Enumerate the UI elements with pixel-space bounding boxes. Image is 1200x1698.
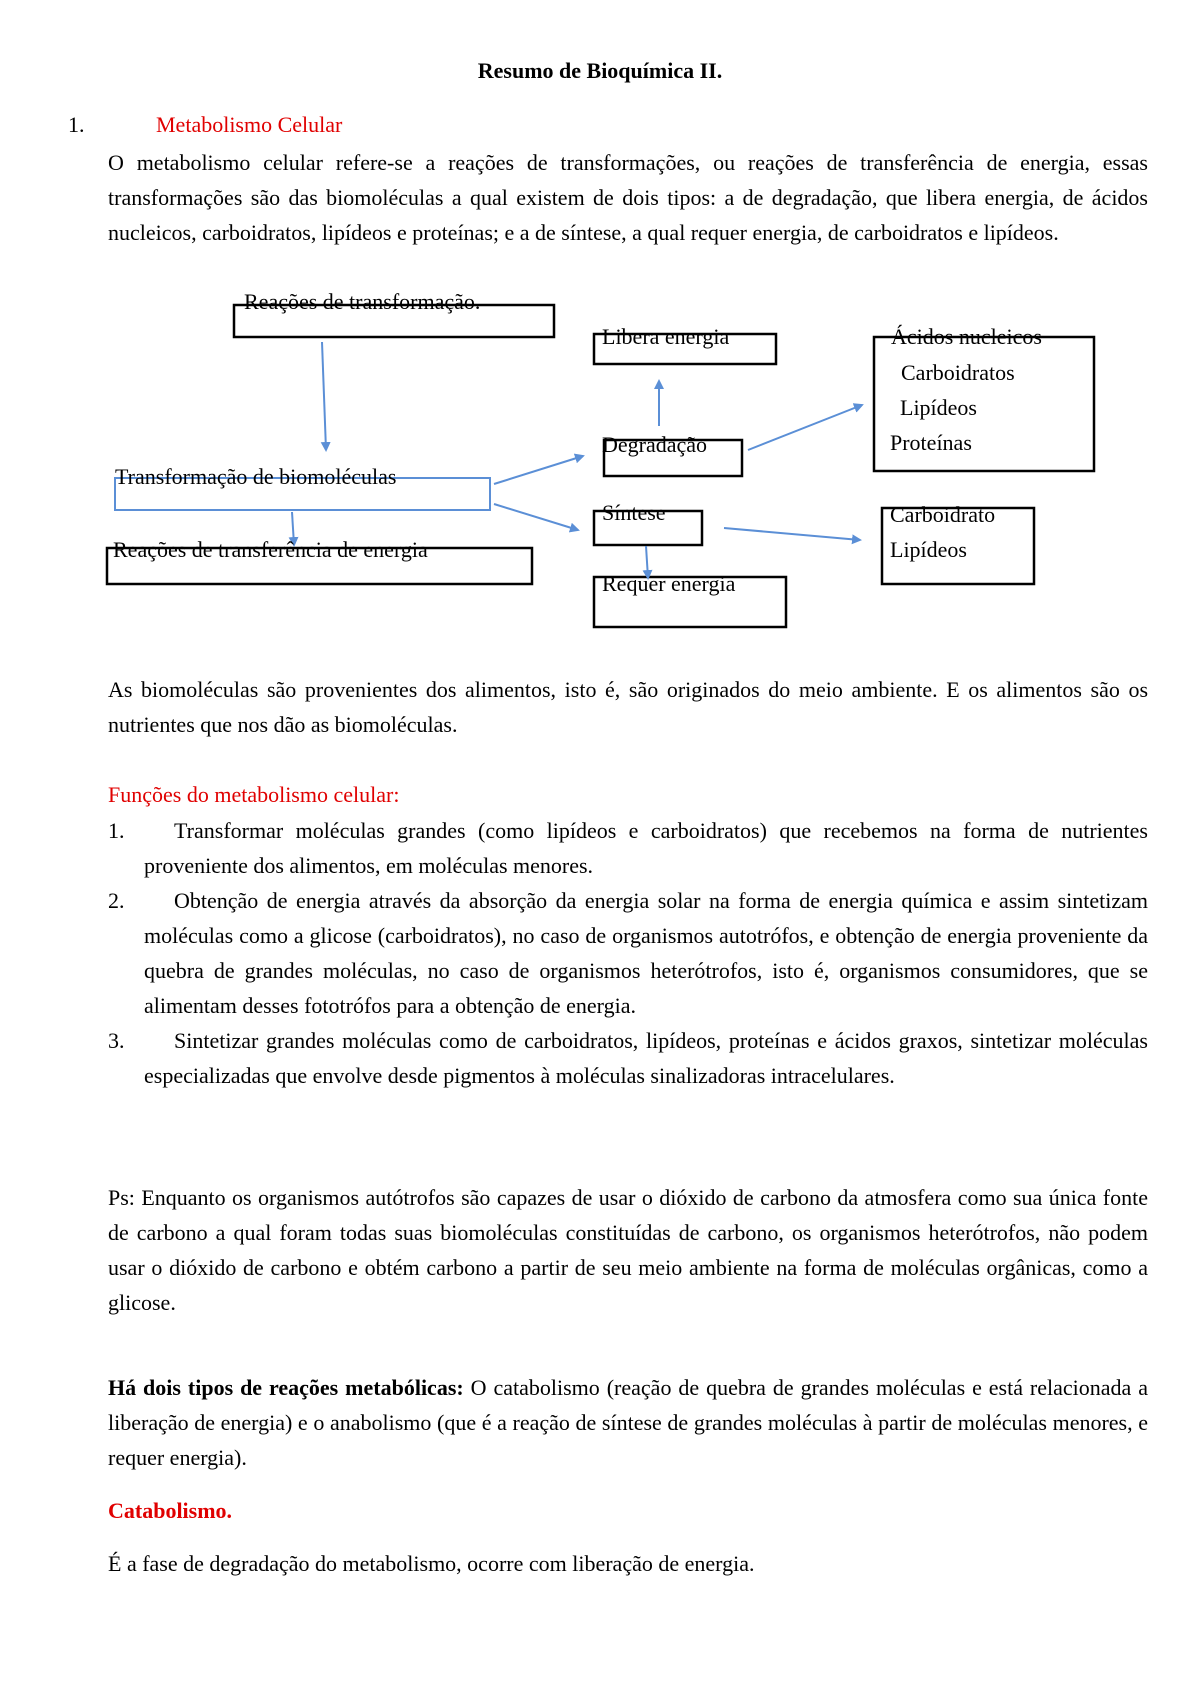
arrow-down [322,342,326,450]
biomolecules-text: As biomoléculas são provenientes dos alimentos, isto é, são originados do meio ambiente. E os alimentos são os nutrientes que nos dão as biomoléculas. [108,677,1148,737]
label-reacoes-transferencia: Reações de transferência de energia [113,537,428,562]
list-item [108,1023,1148,1093]
label-degradacao: Degradação [602,432,708,457]
list-item-text: Transformar moléculas grandes (como lipídeos e carboidratos) que recebemos na forma de nutrientes proveniente dos alimentos, em moléculas menores. [144,818,1148,878]
types-text [108,1370,1148,1475]
intro-text: O metabolismo celular refere-se a reações de transformações, ou reações de transferência de energia, essas transformações são das biomoléculas a qual existem de dois tipos: a de degradação, que libera energia, de ácidos nucleicos, carboidratos, lipídeos e proteínas; e a de síntese, a qual requer energia, de carboidratos e lipídeos. [108,150,1148,245]
list-item-text: Sintetizar grandes moléculas como de carboidratos, lipídeos, proteínas e ácidos graxos, sintetizar moléculas especializadas que envolve desde pigmentos à moléculas sinalizadoras intracelulares. [144,1028,1148,1088]
label-lipideos-sintese: Lipídeos [890,537,967,562]
label-transformacao-biomoleculas: Transformação de biomoléculas [115,464,397,489]
catabolismo-text: É a fase de degradação do metabolismo, ocorre com liberação de energia. [108,1551,755,1576]
functions-heading: Funções do metabolismo celular: [108,782,400,807]
types-paragraph [108,1370,1148,1475]
label-proteinas: Proteínas [890,430,972,455]
list-item-number: 2. [108,888,125,913]
catabolismo-heading: Catabolismo. [108,1498,233,1523]
label-sintese: Síntese [602,500,666,525]
arrow-to-sintese [494,504,578,530]
section-number: 1. [68,112,85,137]
list-item [108,883,1148,1023]
section-title: Metabolismo Celular [156,112,343,137]
label-requer-energia: Requer energia [602,571,736,596]
label-reacoes-transformacao: Reações de transformação. [244,289,481,314]
label-carboidrato: Carboidrato [890,502,996,527]
list-item-number: 1. [108,818,125,843]
arrow-to-sintese-products [724,528,860,540]
arrow-to-degradacao [494,456,583,484]
arrow-to-degradacao-products [748,405,862,450]
list-item [108,813,1148,883]
biomolecules-paragraph [108,672,1148,742]
list-item-text: Obtenção de energia através da absorção da energia solar na forma de energia química e assim sintetizam moléculas como a glicose (carboidratos), no caso de organismos autotrófos, e obtenção de energia proveniente da quebra de grandes moléculas, no caso de organismos heterótrofos, isto é, organismos consumidores, que se alimentam desses fototrófos para a obtenção de energia. [144,888,1148,1018]
functions-list [108,813,1148,1093]
document-title: Resumo de Bioquímica II. [477,58,723,83]
catabolismo-paragraph [108,1546,1148,1581]
types-bold: Há dois tipos de reações metabólicas: [108,1375,464,1400]
label-libera-energia: Libera energia [602,324,730,349]
ps-text: Ps: Enquanto os organismos autótrofos são capazes de usar o dióxido de carbono da atmosfera como sua única fonte de carbono a qual foram todas suas biomoléculas constituídas de carbono, os organismos heterótrofos, não podem usar o dióxido de carbono e obtém carbono a partir de seu meio ambiente na forma de moléculas orgânicas, como a glicose. [108,1185,1148,1315]
ps-paragraph [108,1180,1148,1320]
types-rest: O catabolismo (reação de quebra de grandes moléculas e está relacionada a liberação de energia) e o anabolismo (que é a reação de síntese de grandes moléculas à partir de moléculas menores, e requer energia). [108,1375,1148,1470]
label-lipideos: Lipídeos [900,395,977,420]
label-acidos-nucleicos: Ácidos nucleicos [891,324,1042,349]
label-carboidratos: Carboidratos [901,360,1015,385]
list-item-number: 3. [108,1028,125,1053]
